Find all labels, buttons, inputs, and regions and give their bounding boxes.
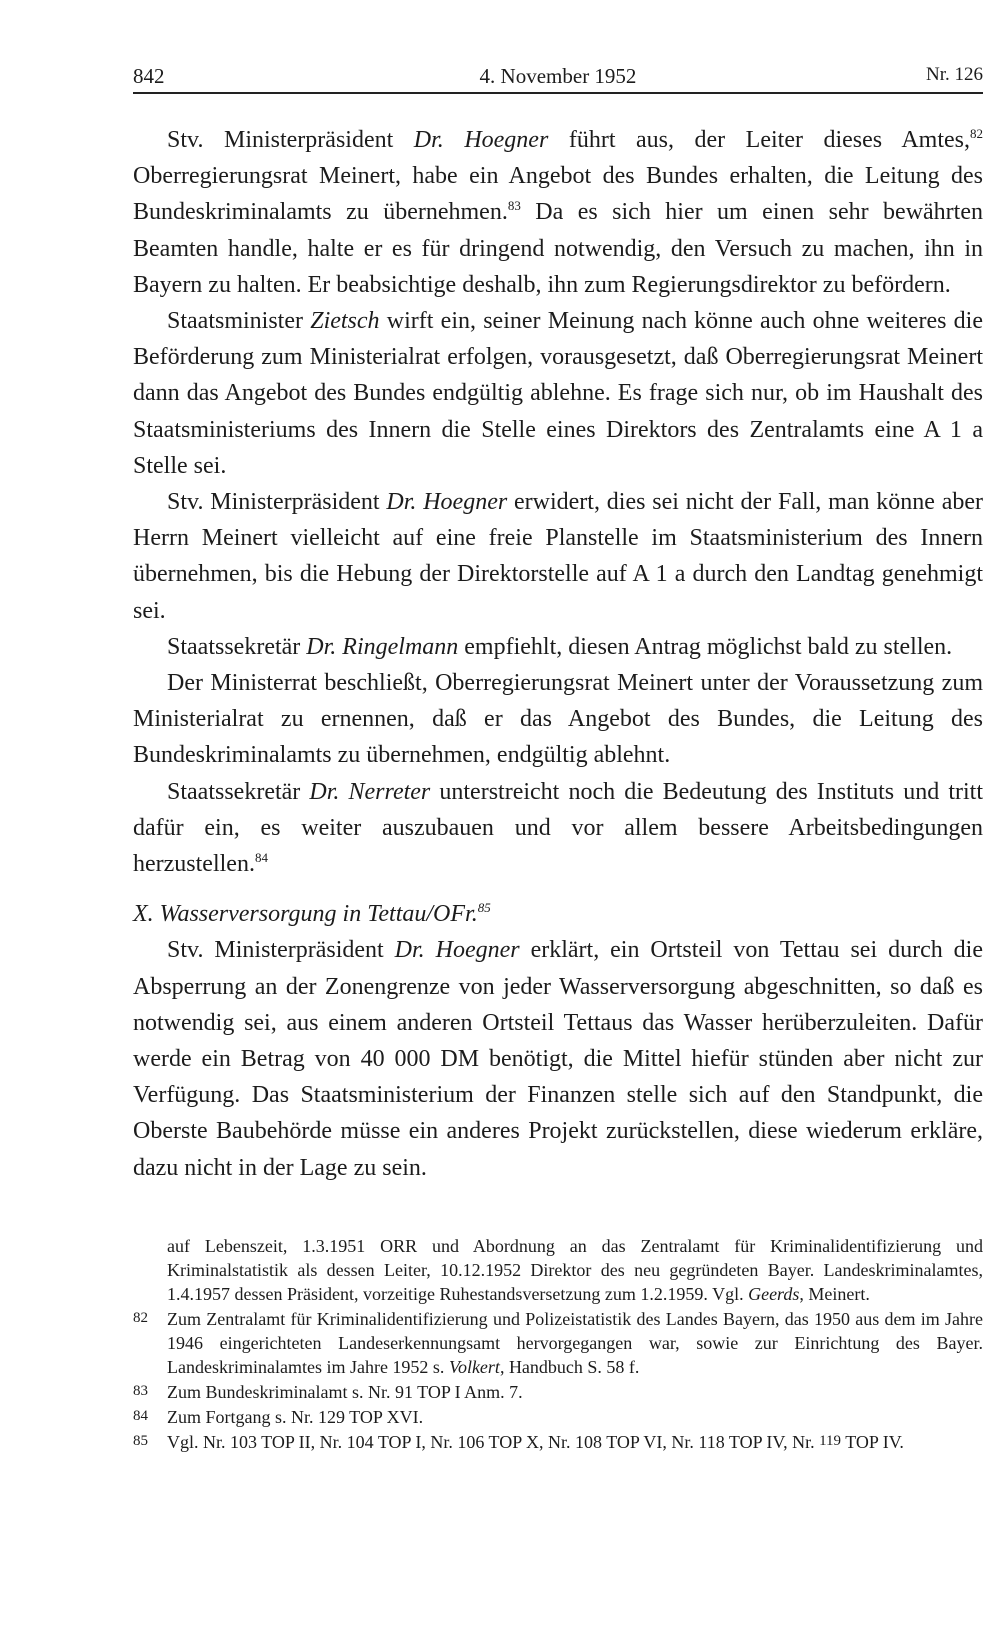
footnote-number: 84	[133, 1408, 148, 1424]
paragraph-2: Staatsminister Zietsch wirft ein, seiner Meinung nach könne auch ohne weiteres die Beförderung zum Ministerialrat erfolgen, vorausgesetzt, daß Oberregierungsrat Meinert dann das Angebot des Bundes endgültig ablehne. Es frage sich nur, ob im Haushalt des Staatsministeriums des Innern die Stelle eines Direktors des Zentralamts eine A 1 a Stelle sei.	[133, 308, 983, 479]
page-number: 842	[133, 64, 165, 88]
footnote-ref-85[interactable]: 85	[477, 900, 491, 916]
page-header	[133, 58, 983, 94]
speaker-name: Dr. Ringelmann	[306, 633, 459, 660]
speaker-name: Dr. Hoegner	[394, 937, 520, 964]
footnote-continuation: auf Lebenszeit, 1.3.1951 ORR und Abordnung an das Zentralamt für Kriminalidentifizierung und Kriminalstatistik als dessen Leiter, 10.12.1952 Direktor des neu gegründeten Bayer. Landeskriminalamtes, 1.4.1957 dessen Präsident, vorzeitige Ruhestandsversetzung zum 1.2.1959. Vgl. Geerds, Meinert.	[167, 1236, 983, 1304]
footnote-85: 85 Vgl. Nr. 103 TOP II, Nr. 104 TOP I, Nr. 106 TOP X, Nr. 108 TOP VI, Nr. 118 TOP IV, Nr. 119 TOP IV.	[133, 1429, 983, 1454]
footnote-83: 83 Zum Bundeskriminalamt s. Nr. 91 TOP I Anm. 7.	[133, 1379, 983, 1404]
speaker-name: Zietsch	[310, 308, 380, 335]
footnotes	[133, 1234, 983, 1454]
footnote-ref-83[interactable]: 83	[507, 198, 521, 214]
paragraph-5: Der Ministerrat beschließt, Oberregierungsrat Meinert unter der Voraussetzung zum Ministerialrat zu ernennen, daß er das Angebot des Bundes, die Leitung des Bundeskriminalamts zu übernehmen, endgültig ablehnt.	[133, 670, 983, 769]
footnote-84: 84 Zum Fortgang s. Nr. 129 TOP XVI.	[133, 1404, 983, 1429]
main-text	[133, 122, 983, 1186]
paragraph-7: Stv. Ministerpräsident Dr. Hoegner erklärt, ein Ortsteil von Tettau sei durch die Absperrung an der Zonengrenze von jeder Wasserversorgung abgeschnitten, so daß es notwendig sei, aus einem anderen Ortsteil Tettaus das Wasser herüberzuleiten. Dafür werde ein Betrag von 40 000 DM benötigt, die Mittel hiefür stünden aber nicht zur Verfügung. Das Staatsministerium der Finanzen stelle sich auf den Standpunkt, die Oberste Baubehörde müsse ein anderes Projekt zurückstellen, diese wiederum erkläre, dazu nicht in der Lage zu sein.	[133, 937, 983, 1181]
paragraph-6: Staatssekretär Dr. Nerreter unterstreicht noch die Bedeutung des Instituts und tritt dafür ein, es weiter auszubauen und vor allem bessere Arbeitsbedingungen herzustellen.$^{84}$	[133, 778, 984, 878]
footnote-82: 82 Zum Zentralamt für Kriminalidentifizierung und Polizeistatistik des Landes Bayern, das 1950 aus dem im Jahre 1946 eingerichteten Landeserkennungsamt hervorgegangen war, sowie zur Einrichtung des Bayer. Landeskriminalamtes im Jahre 1952 s. Volkert, Handbuch S. 58 f.	[133, 1306, 983, 1379]
footnote-ref-84[interactable]: 84	[254, 850, 268, 866]
issue-number: Nr. 126	[926, 64, 983, 85]
footnote-number: 83	[133, 1383, 148, 1399]
footnote-number: 85	[133, 1433, 148, 1449]
footnote-number: 82	[133, 1310, 148, 1326]
speaker-name: Dr. Hoegner	[386, 489, 508, 516]
speaker-name: Dr. Hoegner	[413, 127, 549, 153]
paragraph-1: Stv. Ministerpräsident Dr. Hoegner führt aus, der Leiter dieses Amtes,$^{82}$ Oberregierungsrat Meinert, habe ein Angebot des Bundes erhalten, die Leitung des Bundeskriminalamts zu übernehmen.$^{83}$ Da es sich hier um einen sehr bewährten Beamten handle, halte er es für dringend notwendig, den Versuch zu machen, ihn in Bayern zu halten. Er beabsichtige deshalb, ihn zum Regierungsdirektor zu befördern.	[133, 126, 983, 298]
header-date: 4. November 1952	[479, 64, 637, 88]
paragraph-3: Stv. Ministerpräsident Dr. Hoegner erwidert, dies sei nicht der Fall, man könne aber Herrn Meinert vielleicht auf eine freie Planstelle im Staatsministerium des Innern übernehmen, bis die Hebung der Direktorstelle auf A 1 a durch den Landtag genehmigt sei.	[133, 489, 984, 624]
speaker-name: Dr. Nerreter	[309, 778, 431, 805]
paragraph-4: Staatssekretär Dr. Ringelmann empfiehlt, diesen Antrag möglichst bald zu stellen.	[167, 633, 953, 660]
section-heading: X. Wasserversorgung in Tettau/OFr.$^{85}$	[133, 900, 491, 928]
footnote-ref-82[interactable]: 82	[970, 126, 983, 141]
